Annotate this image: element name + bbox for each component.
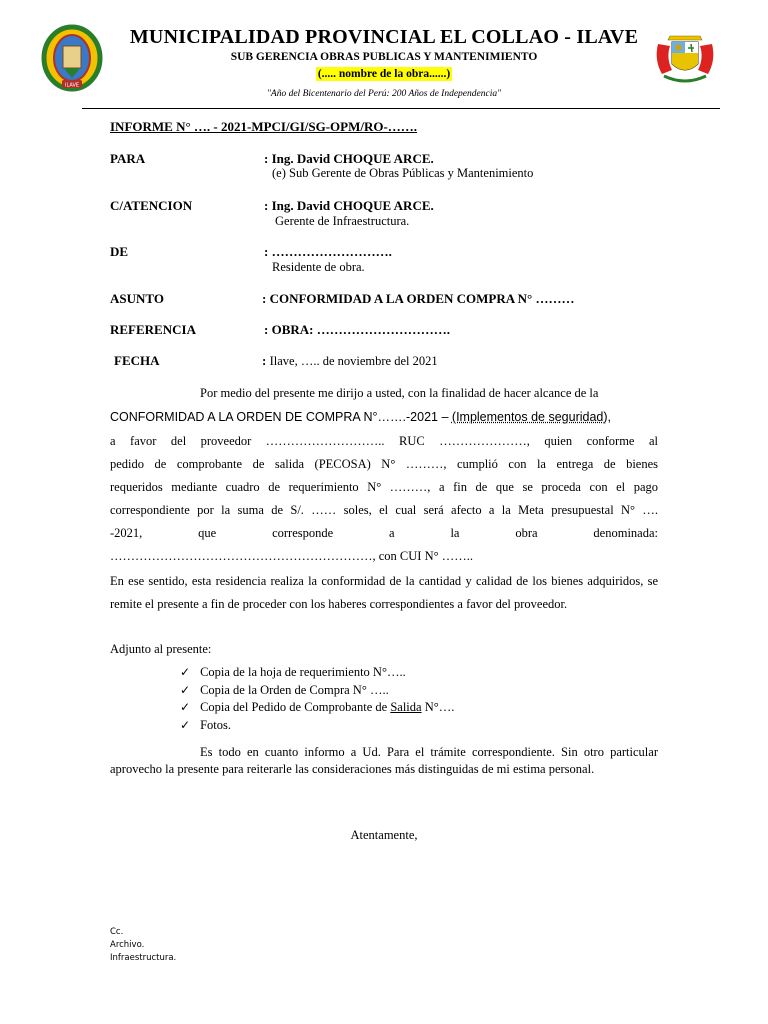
body-line-5: requeridos mediante cuadro de requerimiento N° ………, a fin de que se proceda con el pago <box>110 480 658 494</box>
signoff: Atentamente, <box>350 828 418 842</box>
list-item: ✓ Copia de la hoja de requerimiento N°….. <box>180 664 454 682</box>
department-subtitle: SUB GERENCIA OBRAS PUBLICAS Y MANTENIMIENTO <box>230 51 538 63</box>
body-paragraph-2: En ese sentido, esta residencia realiza la conformidad de la cantidad y calidad de los bienes adquiridos, se remite el presente a fin de proceder con los haberes correspondientes a favor del proveedor. <box>110 574 658 611</box>
referencia-value: : OBRA: …………………………. <box>264 322 450 337</box>
adjunto-label: Adjunto al presente: <box>110 642 212 656</box>
obra-name-line <box>0 68 768 80</box>
body-line-6: correspondiente por la suma de S/. …… soles, el cual será afecto a la Meta presupuestal N° …. <box>110 503 658 517</box>
body-line-8: ………………………………………………………, con CUI N° …….. <box>110 549 473 563</box>
atencion-label: C/ATENCION <box>110 198 193 213</box>
list-item: ✓ Copia del Pedido de Comprobante de Salida N°…. <box>180 699 454 717</box>
atencion-subtitle: Gerente de Infraestructura. <box>275 214 410 228</box>
list-item: ✓ Copia de la Orden de Compra N° ….. <box>180 682 454 700</box>
check-icon: ✓ <box>180 665 191 679</box>
de-value: : ………………………. <box>264 244 392 259</box>
body-line-1: Por medio del presente me dirijo a usted, con la finalidad de hacer alcance de la <box>200 386 599 400</box>
check-icon: ✓ <box>180 682 191 697</box>
atencion-value: : Ing. David CHOQUE ARCE. <box>264 198 434 213</box>
body-line-2: CONFORMIDAD A LA ORDEN DE COMPRA N°…….-2021 – (Implementos de seguridad), <box>110 410 612 424</box>
asunto-value: : CONFORMIDAD A LA ORDEN COMPRA N° ……… <box>262 291 575 306</box>
de-label: DE <box>110 244 129 259</box>
body-line-7: -2021, que corresponde a la obra denominada: <box>110 526 658 540</box>
para-subtitle: (e) Sub Gerente de Obras Públicas y Mantenimiento <box>272 166 534 180</box>
closing-paragraph: Es todo en cuanto informo a Ud. Para el trámite correspondiente. Sin otro particular aprovecho la presente para reiterarle las consideraciones más distinguidas de mi estima personal. <box>110 745 658 776</box>
body-line-3: a favor del proveedor ……………………….. RUC …………………, quien conforme al <box>110 434 658 448</box>
cc-block <box>110 926 176 965</box>
para-value: : Ing. David CHOQUE ARCE. <box>264 151 434 166</box>
cc-line: Cc. <box>110 927 124 937</box>
obra-name-highlight: (..... nombre de la obra......) <box>317 68 451 80</box>
asunto-label: ASUNTO <box>110 291 164 306</box>
attachments-list <box>180 664 454 734</box>
fecha-value: : Ilave, ….. de noviembre del 2021 <box>262 353 438 368</box>
year-motto: "Año del Bicentenario del Perú: 200 Años de Independencia" <box>266 89 502 99</box>
fecha-label: FECHA <box>114 353 160 368</box>
de-subtitle: Residente de obra. <box>272 260 365 274</box>
implementos-link: (Implementos de seguridad) <box>451 410 608 424</box>
list-item: ✓ Fotos. <box>180 717 454 735</box>
check-icon: ✓ <box>180 700 191 714</box>
referencia-label: REFERENCIA <box>110 322 196 337</box>
check-icon: ✓ <box>180 717 191 732</box>
header-divider <box>82 108 720 109</box>
cc-line: Archivo. <box>110 940 145 950</box>
municipality-title: MUNICIPALIDAD PROVINCIAL EL COLLAO - ILAVE <box>129 26 639 48</box>
cc-line: Infraestructura. <box>110 953 177 963</box>
informe-number: INFORME N° …. - 2021-MPCI/GI/SG-OPM/RO-……. <box>110 119 418 134</box>
body-line-4: pedido de comprobante de salida (PECOSA) N° ………, cumplió con la entrega de bienes <box>110 457 658 471</box>
para-label: PARA <box>110 151 146 166</box>
svg-text:ILAVE: ILAVE <box>64 82 80 89</box>
